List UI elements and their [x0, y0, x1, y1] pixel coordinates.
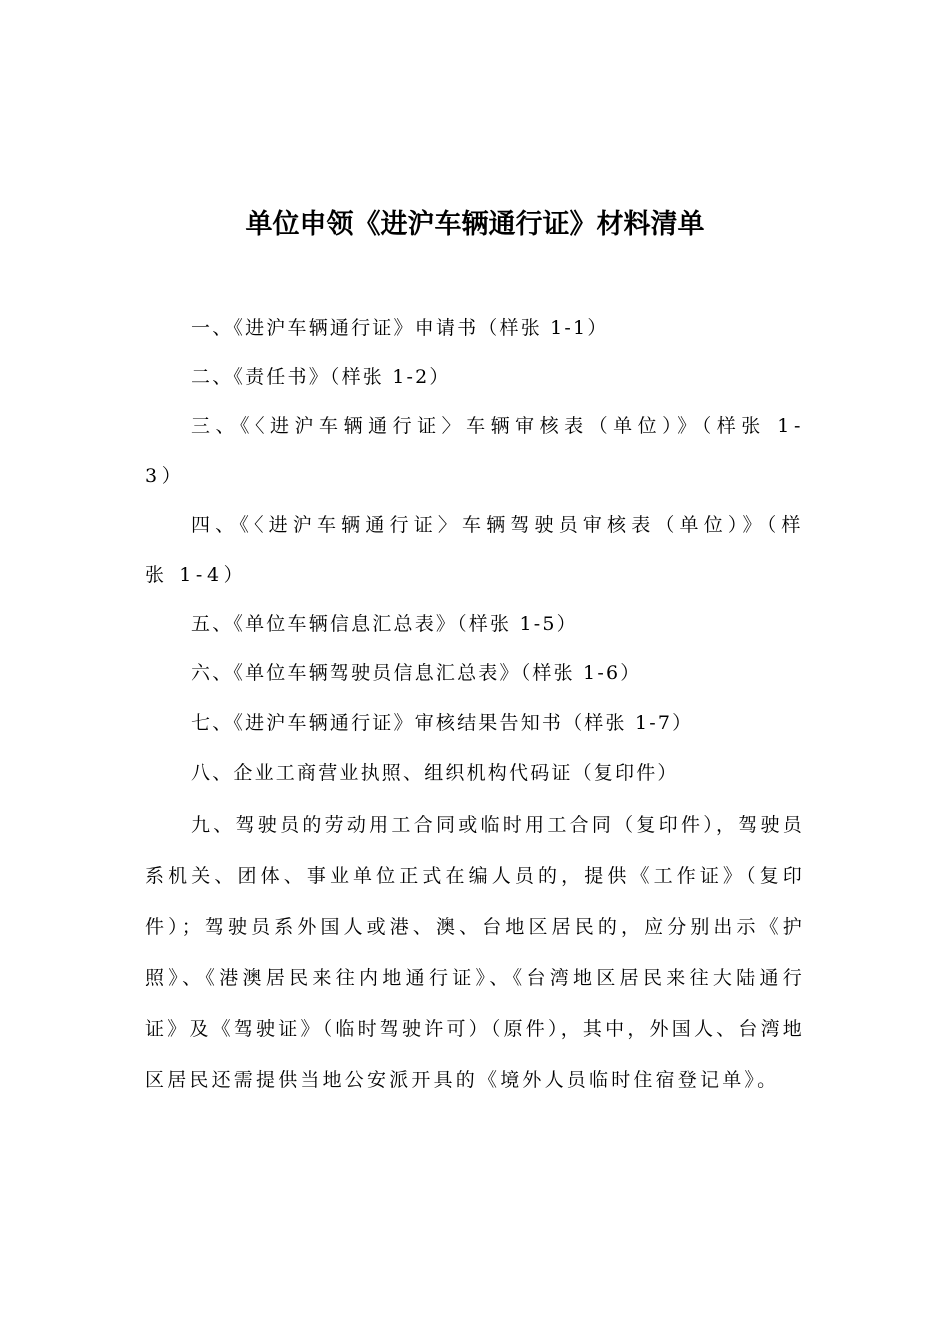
list-item-4: 四、《〈进沪车辆通行证〉车辆驾驶员审核表（单位）》（样张 1-4）	[145, 514, 805, 586]
list-item-8: 八、企业工商营业执照、组织机构代码证（复印件）	[191, 762, 679, 784]
list-item-2: 二、《责任书》（样张 1-2）	[191, 366, 451, 388]
list-item-1: 一、《进沪车辆通行证》申请书（样张 1-1）	[191, 317, 609, 339]
list-item-9: 九、驾驶员的劳动用工合同或临时用工合同（复印件），驾驶员系机关、团体、事业单位正式在编人员的，提供《工作证》（复印件）；驾驶员系外国人或港、澳、台地区居民的，应分别出示《护照》、《港澳居民来往内地通行证》、《台湾地区居民来往大陆通行证》及《驾驶证》（临时驾驶许可）（原件），其中，外国人、台湾地区居民还需提供当地公安派开具的《境外人员临时住宿登记单》。	[145, 814, 805, 1091]
list-item-3: 三、《〈进沪车辆通行证〉车辆审核表（单位）》（样张 1-3）	[145, 415, 805, 487]
list-item-7: 七、《进沪车辆通行证》审核结果告知书（样张 1-7）	[191, 712, 694, 734]
list-item-6: 六、《单位车辆驾驶员信息汇总表》（样张 1-6）	[191, 662, 642, 684]
document-title: 单位申领《进沪车辆通行证》材料清单	[245, 209, 705, 240]
list-item-5: 五、《单位车辆信息汇总表》（样张 1-5）	[191, 613, 578, 635]
